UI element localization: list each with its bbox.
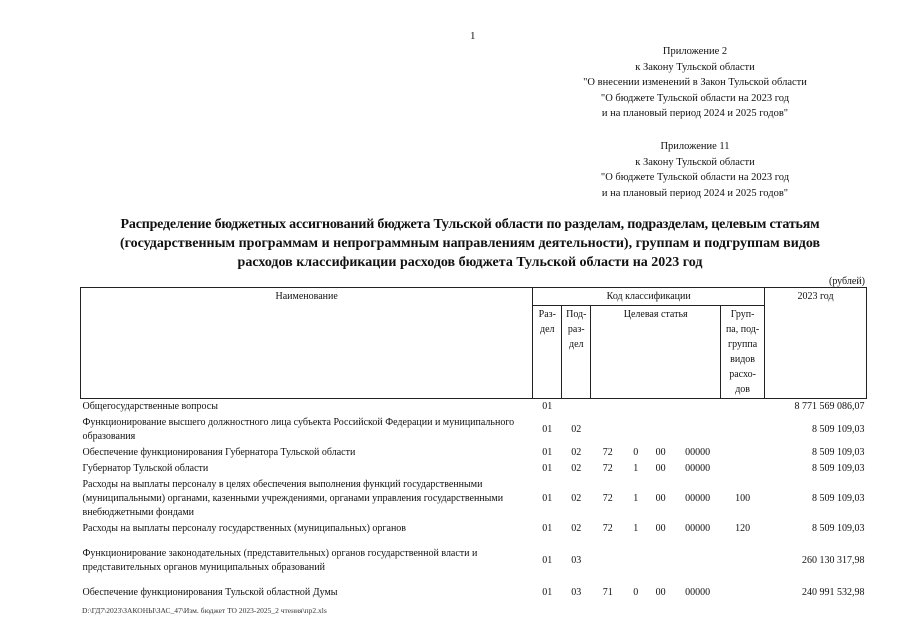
row-target-2: 1	[633, 493, 639, 504]
appendix-line: "О внесении изменений в Закон Тульской области	[583, 77, 807, 88]
row-name: Обеспечение функционирования Губернатора Тульской области	[82, 447, 356, 458]
row-target-3	[647, 399, 675, 416]
row-target-3: 00	[655, 493, 666, 504]
row-target-1	[591, 537, 625, 576]
row-section: 01	[542, 523, 553, 534]
units-label: (рублей)	[828, 276, 865, 287]
row-amount: 240 991 532,98	[802, 587, 865, 598]
row-section: 01	[542, 447, 553, 458]
appendix-2-header	[560, 44, 830, 122]
row-target-2: 1	[633, 463, 639, 474]
row-target-4	[675, 415, 721, 445]
row-target-4: 00000	[685, 587, 711, 598]
row-target-3: 00	[655, 463, 666, 474]
header-expense-group: Груп- па, под- группа видов расхо- дов	[721, 306, 765, 399]
row-target-2	[625, 537, 647, 576]
table-row	[81, 461, 867, 477]
row-target-3: 00	[655, 447, 666, 458]
table-row	[81, 415, 867, 445]
row-target-3	[647, 415, 675, 445]
row-expense-group	[721, 399, 765, 416]
row-subsection: 02	[571, 447, 582, 458]
row-target-2: 0	[633, 447, 639, 458]
document-title	[75, 215, 865, 272]
row-section: 01	[542, 424, 553, 435]
row-subsection	[562, 399, 591, 416]
row-expense-group	[721, 415, 765, 445]
row-subsection: 03	[571, 587, 582, 598]
appendix-line: и на плановый период 2024 и 2025 годов"	[601, 187, 789, 199]
row-target-2	[625, 415, 647, 445]
table-row	[81, 521, 867, 537]
appendix-line: к Закону Тульской области	[635, 61, 755, 73]
file-path-footer: D:\ГД7\2023\ЗАКОНЫ\ЗАС_47\Изм. бюджет ТО 2023-2025_2 чтения\пр2.xls	[82, 606, 327, 615]
title-line: Распределение бюджетных ассигнований бюджета Тульской области по разделам, подразделам, целевым статьям	[120, 217, 820, 232]
row-expense-group	[721, 461, 765, 477]
appendix-line: "О бюджете Тульской области на 2023 год	[600, 92, 790, 104]
row-name: Обеспечение функционирования Тульской областной Думы	[82, 587, 338, 598]
row-target-4: 00000	[685, 463, 711, 474]
row-target-2: 0	[633, 587, 639, 598]
appendix-line: Приложение 11	[660, 141, 730, 152]
row-subsection: 02	[571, 463, 582, 474]
row-amount: 8 509 109,03	[812, 447, 865, 458]
row-subsection: 03	[571, 555, 582, 566]
row-target-4: 00000	[685, 523, 711, 534]
row-amount: 260 130 317,98	[802, 555, 865, 566]
budget-table	[80, 287, 867, 601]
row-subsection: 02	[571, 523, 582, 534]
row-target-4: 00000	[685, 447, 711, 458]
row-expense-group	[721, 537, 765, 576]
row-name: Общегосударственные вопросы	[82, 401, 218, 412]
header-year: 2023 год	[765, 288, 867, 399]
row-target-3: 00	[655, 523, 666, 534]
row-target-2: 1	[633, 523, 639, 534]
row-expense-group: 100	[735, 493, 751, 504]
row-name: Функционирование законодательных (представительных) органов государственной власти и представительных органов муниципальных образований	[82, 548, 478, 573]
table-row	[81, 445, 867, 461]
row-amount: 8 509 109,03	[812, 424, 865, 435]
row-target-2	[625, 399, 647, 416]
appendix-11-header	[560, 139, 830, 201]
row-section: 01	[542, 401, 553, 412]
table-row	[81, 399, 867, 416]
row-subsection: 02	[571, 493, 582, 504]
row-expense-group: 120	[735, 523, 751, 534]
appendix-line: и на плановый период 2024 и 2025 годов"	[601, 108, 789, 119]
row-target-1: 72	[602, 493, 613, 504]
row-target-4	[675, 537, 721, 576]
row-target-4	[675, 399, 721, 416]
row-section: 01	[542, 493, 553, 504]
appendix-line: к Закону Тульской области	[635, 156, 755, 168]
row-section: 01	[542, 555, 553, 566]
row-target-3: 00	[655, 587, 666, 598]
title-line: расходов классификации расходов бюджета Тульской области на 2023 год	[237, 255, 703, 270]
row-name: Губернатор Тульской области	[82, 463, 209, 474]
table-row	[81, 576, 867, 601]
row-expense-group	[721, 445, 765, 461]
row-target-1: 72	[602, 447, 613, 458]
row-target-1: 72	[602, 523, 613, 534]
header-section: Раз- дел	[533, 306, 562, 399]
row-amount: 8 509 109,03	[812, 493, 865, 504]
row-section: 01	[542, 463, 553, 474]
row-target-3	[647, 537, 675, 576]
row-expense-group	[721, 576, 765, 601]
row-section: 01	[542, 587, 553, 598]
row-target-1: 71	[602, 587, 613, 598]
row-target-1	[591, 415, 625, 445]
header-name: Наименование	[81, 288, 533, 399]
table-row	[81, 477, 867, 521]
row-target-1	[591, 399, 625, 416]
header-subsection: Под- раз- дел	[562, 306, 591, 399]
row-target-1: 72	[602, 463, 613, 474]
row-name: Расходы на выплаты персоналу в целях обеспечения выполнения функций государственными (муниципальными) органами, казенными учреждениями, органами управления государственными внебюджетными фондами	[82, 479, 504, 518]
header-target-article: Целевая статья	[591, 306, 721, 399]
row-amount: 8 509 109,03	[812, 463, 865, 474]
row-target-4: 00000	[685, 493, 711, 504]
row-name: Функционирование высшего должностного лица субъекта Российской Федерации и муниципального образования	[82, 417, 515, 442]
header-code: Код классификации	[533, 288, 765, 306]
row-subsection: 02	[571, 424, 582, 435]
page-number: 1	[470, 30, 476, 42]
row-name: Расходы на выплаты персоналу государственных (муниципальных) органов	[82, 523, 407, 534]
row-amount: 8 771 569 086,07	[794, 401, 865, 412]
row-amount: 8 509 109,03	[812, 523, 865, 534]
table-row	[81, 537, 867, 576]
appendix-line: "О бюджете Тульской области на 2023 год	[600, 172, 790, 183]
title-line: (государственным программам и непрограммным направлениям деятельности), группам и подгруппам видов	[119, 236, 821, 251]
appendix-line: Приложение 2	[662, 46, 728, 57]
